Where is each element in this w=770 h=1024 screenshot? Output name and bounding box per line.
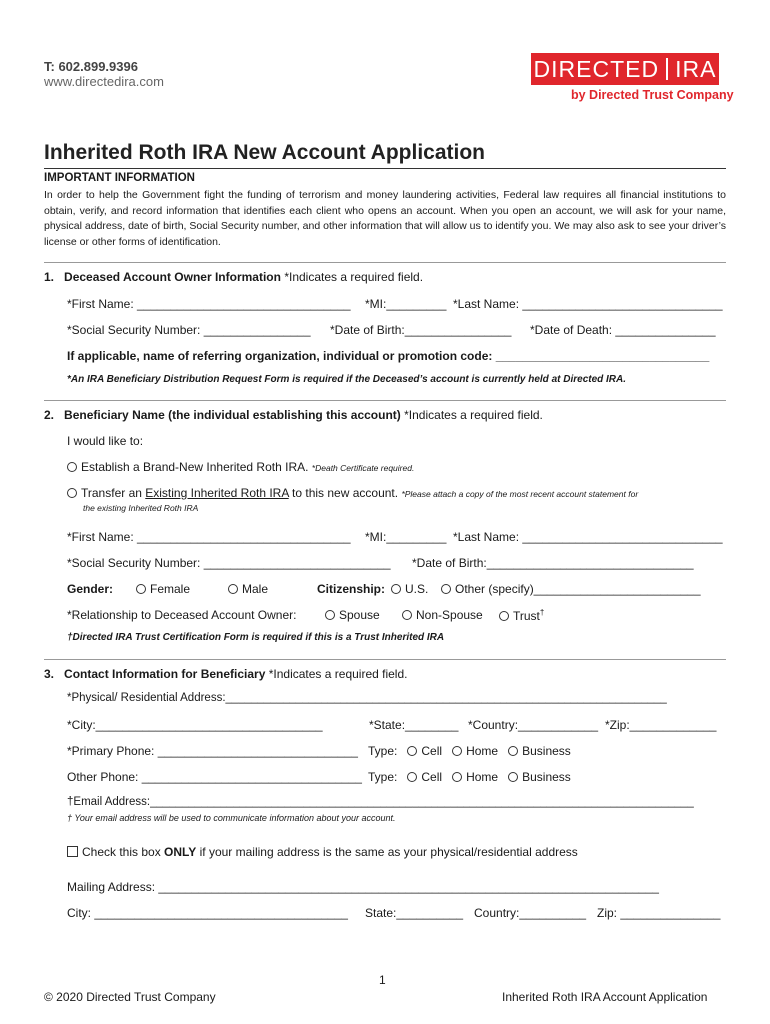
relationship-label: *Relationship to Deceased Account Owner: xyxy=(67,608,297,622)
beneficiary-ssn-field[interactable]: *Social Security Number: ____________________________ xyxy=(67,556,391,570)
other-business-label: Business xyxy=(522,770,571,784)
citizenship-label: Citizenship: xyxy=(317,582,385,596)
check-label-pre: Check this box xyxy=(82,845,161,859)
section1-required-note: *Indicates a required field. xyxy=(284,270,424,284)
other-cell-label: Cell xyxy=(421,770,443,784)
beneficiary-mi-field[interactable]: *MI:_________ xyxy=(365,530,447,544)
section3-title: Contact Information for Beneficiary xyxy=(64,667,266,681)
mailing-address-field[interactable]: Mailing Address: ___________________________________________________________________________ xyxy=(67,880,659,894)
primary-home-label: Home xyxy=(466,744,499,758)
gender-label: Gender: xyxy=(67,582,114,596)
same-address-checkbox[interactable] xyxy=(67,846,78,857)
citizen-us-radio[interactable] xyxy=(391,584,401,594)
transfer-ira-radio[interactable] xyxy=(67,488,77,498)
email-note: † Your email address will be used to communicate information about your account. xyxy=(67,813,396,823)
gender-male-option[interactable] xyxy=(228,582,268,596)
check-label-post: if your mailing address is the same as your physical/residential address xyxy=(199,845,578,859)
primary-type-label: Type: xyxy=(368,744,398,758)
primary-business-label: Business xyxy=(522,744,571,758)
rel-nonspouse-option[interactable] xyxy=(402,608,483,622)
other-phone-field[interactable]: Other Phone: _________________________________ xyxy=(67,770,362,784)
section1-note: *An IRA Beneficiary Distribution Request Form is required if the Deceased’s account is currently held at Directed IRA. xyxy=(67,374,627,385)
citizen-us-option[interactable] xyxy=(391,582,428,596)
other-phone-type xyxy=(368,770,571,784)
website: www.directedira.com xyxy=(44,74,164,89)
section1-heading xyxy=(44,270,423,284)
contact-block xyxy=(44,59,164,89)
important-heading: IMPORTANT INFORMATION xyxy=(44,172,195,184)
rel-trust-label: Trust xyxy=(513,609,540,623)
gender-female-radio[interactable] xyxy=(136,584,146,594)
rel-trust-option[interactable] xyxy=(499,608,544,623)
zip-field[interactable]: *Zip:_____________ xyxy=(605,718,717,732)
mailing-state-field[interactable]: State:__________ xyxy=(365,906,464,920)
citizen-us-label: U.S. xyxy=(405,582,429,596)
option2-note: *Please attach a copy of the most recent account statement for xyxy=(401,489,639,499)
citizen-other-label: Other (specify)_________________________ xyxy=(455,582,701,596)
primary-phone-field[interactable]: *Primary Phone: ______________________________ xyxy=(67,744,358,758)
page-title: Inherited Roth IRA New Account Application xyxy=(44,141,485,164)
section3-divider xyxy=(44,659,726,660)
footer-doc-name: Inherited Roth IRA Account Application xyxy=(502,990,708,1004)
section1-divider xyxy=(44,262,726,263)
rel-trust-dagger: † xyxy=(539,608,545,617)
option2-label-pre: Transfer an xyxy=(81,486,142,500)
primary-cell-label: Cell xyxy=(421,744,443,758)
deceased-dob-field[interactable]: *Date of Birth:________________ xyxy=(330,323,512,337)
mailing-zip-field[interactable]: Zip: _______________ xyxy=(597,906,721,920)
option1-label: Establish a Brand-New Inherited Roth IRA. xyxy=(81,460,309,474)
logo-divider xyxy=(666,58,668,80)
other-cell-radio[interactable] xyxy=(407,772,417,782)
rel-nonspouse-label: Non-Spouse xyxy=(416,608,483,622)
section3-number: 3. xyxy=(44,667,55,681)
section2-heading xyxy=(44,408,543,422)
section3-required-note: *Indicates a required field. xyxy=(268,667,408,681)
would-like-label: I would like to: xyxy=(67,434,144,448)
primary-home-radio[interactable] xyxy=(452,746,462,756)
primary-business-radio[interactable] xyxy=(508,746,518,756)
trust-note: †Directed IRA Trust Certification Form is required if this is a Trust Inherited IRA xyxy=(67,632,445,643)
referral-field[interactable]: If applicable, name of referring organization, individual or promotion code: ________________________________ xyxy=(67,349,710,363)
gender-male-radio[interactable] xyxy=(228,584,238,594)
deceased-mi-field[interactable]: *MI:_________ xyxy=(365,297,447,311)
rel-spouse-label: Spouse xyxy=(339,608,380,622)
mailing-city-field[interactable]: City: ______________________________________ xyxy=(67,906,348,920)
gender-female-label: Female xyxy=(150,582,191,596)
option1-note: *Death Certificate required. xyxy=(311,463,415,473)
primary-phone-type xyxy=(368,744,571,758)
section1-title: Deceased Account Owner Information xyxy=(64,270,281,284)
phone-number: T: 602.899.9396 xyxy=(44,59,138,74)
new-ira-radio[interactable] xyxy=(67,462,77,472)
logo-text-right: IRA xyxy=(675,55,717,82)
same-address-checkbox-row[interactable] xyxy=(67,845,578,859)
rel-nonspouse-radio[interactable] xyxy=(402,610,412,620)
other-business-radio[interactable] xyxy=(508,772,518,782)
page-number: 1 xyxy=(379,973,386,987)
deceased-last-name-field[interactable]: *Last Name: ______________________________ xyxy=(453,297,723,311)
city-field[interactable]: *City:__________________________________ xyxy=(67,718,323,732)
beneficiary-first-name-field[interactable]: *First Name: ________________________________ xyxy=(67,530,351,544)
important-text: In order to help the Government fight the funding of terrorism and money laundering activities, Federal law requires all financial institutions to obtain, verify, and record information that identifies each client who opens an account. When you open an account, we will ask for your name, physical address, date of birth, Social Security number, and other information that will allow us to identify you. We may also ask to see your driver’s license or other forms of identification. xyxy=(44,189,726,248)
option2-link: Existing Inherited Roth IRA xyxy=(145,486,289,500)
section3-heading xyxy=(44,667,407,681)
citizen-other-option[interactable] xyxy=(441,582,701,596)
section2-number: 2. xyxy=(44,408,55,422)
physical-address-field[interactable]: *Physical/ Residential Address:_____________________________________________________________________ xyxy=(67,692,667,704)
other-home-radio[interactable] xyxy=(452,772,462,782)
other-type-label: Type: xyxy=(368,770,398,784)
email-field[interactable]: †Email Address:_____________________________________________________________________________________ xyxy=(67,796,694,808)
deceased-ssn-field[interactable]: *Social Security Number: ________________ xyxy=(67,323,311,337)
check-label-only: ONLY xyxy=(164,845,197,859)
beneficiary-last-name-field[interactable]: *Last Name: ______________________________ xyxy=(453,530,723,544)
option2-note-cont: the existing Inherited Roth IRA xyxy=(83,503,199,513)
section1-number: 1. xyxy=(44,270,55,284)
citizen-other-radio[interactable] xyxy=(441,584,451,594)
option2-label-post: to this new account. xyxy=(292,486,399,500)
rel-spouse-radio[interactable] xyxy=(325,610,335,620)
option-transfer-ira[interactable] xyxy=(67,486,638,500)
state-field[interactable]: *State:________ xyxy=(369,718,459,732)
beneficiary-dob-field[interactable]: *Date of Birth:_______________________________ xyxy=(412,556,694,570)
other-home-label: Home xyxy=(466,770,499,784)
logo-text-left: DIRECTED xyxy=(533,55,660,82)
primary-cell-radio[interactable] xyxy=(407,746,417,756)
rel-trust-radio[interactable] xyxy=(499,611,509,621)
deceased-first-name-field[interactable]: *First Name: ________________________________ xyxy=(67,297,351,311)
section2-required-note: *Indicates a required field. xyxy=(404,408,543,422)
logo-subtitle: by Directed Trust Company xyxy=(571,88,734,102)
mailing-country-field[interactable]: Country:__________ xyxy=(474,906,587,920)
deceased-dod-field[interactable]: *Date of Death: _______________ xyxy=(530,323,716,337)
directed-ira-logo xyxy=(531,53,719,85)
title-divider xyxy=(44,168,726,169)
rel-spouse-option[interactable] xyxy=(325,608,380,622)
section2-divider xyxy=(44,400,726,401)
footer-copyright: © 2020 Directed Trust Company xyxy=(44,990,216,1004)
country-field[interactable]: *Country:____________ xyxy=(468,718,599,732)
section2-title: Beneficiary Name (the individual establishing this account) xyxy=(64,408,401,422)
gender-male-label: Male xyxy=(242,582,269,596)
option-new-ira[interactable] xyxy=(67,460,414,474)
gender-female-option[interactable] xyxy=(136,582,190,596)
